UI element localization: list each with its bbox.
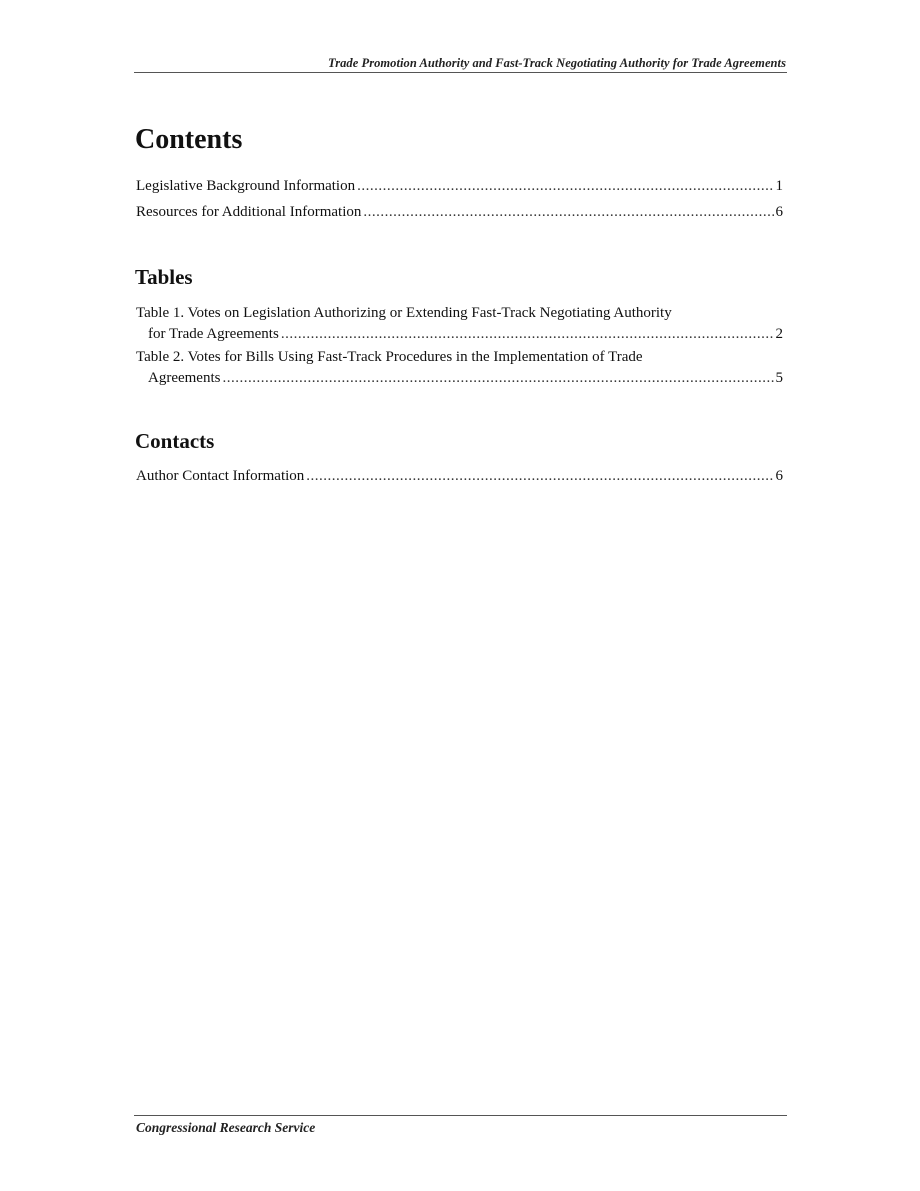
contents-heading: Contents xyxy=(135,124,243,155)
toc-entry-page: 1 xyxy=(775,178,783,194)
toc-entry-page: 5 xyxy=(775,370,783,386)
toc-entry-title-line2: Agreements xyxy=(148,370,221,386)
toc-entry-table-2[interactable] xyxy=(136,347,783,389)
footer-rule xyxy=(134,1115,787,1116)
contacts-heading: Contacts xyxy=(135,429,215,453)
toc-entry-title: Legislative Background Information xyxy=(136,178,356,194)
toc-entry-title-line1: Table 2. Votes for Bills Using Fast-Track Procedures in the Implementation of Trade xyxy=(136,349,643,365)
dot-leader xyxy=(363,202,773,223)
toc-entry-page: 2 xyxy=(775,326,783,342)
toc-entry-table-1[interactable] xyxy=(136,303,783,345)
toc-entry-title-line1: Table 1. Votes on Legislation Authorizing or Extending Fast-Track Negotiating Authority xyxy=(136,305,672,321)
dot-leader xyxy=(357,176,773,197)
toc-entry-title-line2: for Trade Agreements xyxy=(148,326,279,342)
toc-entry-title: Resources for Additional Information xyxy=(136,204,362,220)
toc-entry-page: 6 xyxy=(775,468,783,484)
toc-entry-title: Author Contact Information xyxy=(136,468,305,484)
dot-leader xyxy=(281,324,774,345)
running-footer: Congressional Research Service xyxy=(136,1120,316,1135)
tables-heading: Tables xyxy=(135,265,193,289)
toc-entry-legislative-background[interactable] xyxy=(136,176,783,197)
header-rule xyxy=(134,72,787,73)
toc-entry-resources[interactable] xyxy=(136,202,783,223)
dot-leader xyxy=(306,466,773,487)
dot-leader xyxy=(222,368,773,389)
toc-entry-page: 6 xyxy=(775,204,783,220)
toc-entry-author-contact[interactable] xyxy=(136,466,783,487)
running-header: Trade Promotion Authority and Fast-Track Negotiating Authority for Trade Agreements xyxy=(328,56,786,70)
